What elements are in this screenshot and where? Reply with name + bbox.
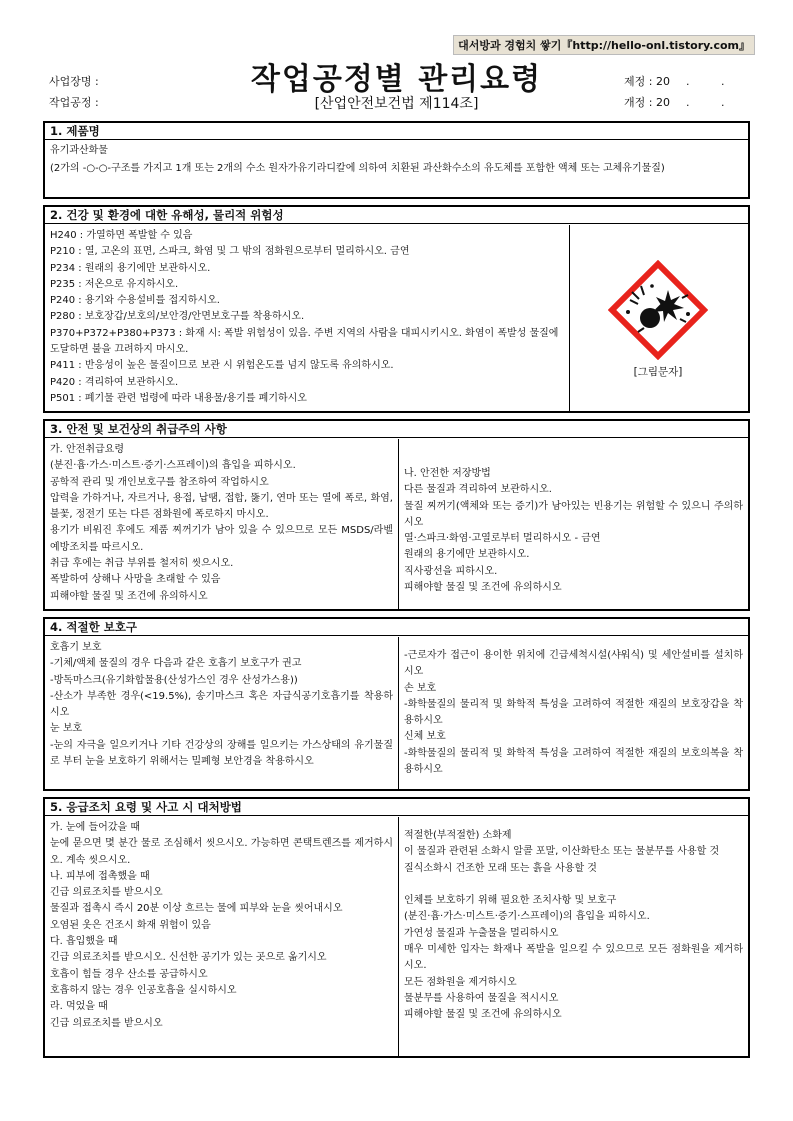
text-line: 호흡이 힘들 경우 산소를 공급하시오 <box>50 968 208 980</box>
text-line: -방독마스크(유기화합물용(산성가스인 경우 산성가스용)) <box>50 674 298 686</box>
text-line: 폭발하여 상해나 사망을 초래할 수 있음 <box>50 574 221 586</box>
text-line: (분진·흄·가스·미스트·증기·스프레이)의 흡입을 피하시오. <box>404 911 650 923</box>
text-line: P235 : 저온으로 유지하시오. <box>50 278 179 290</box>
text-line: 피해야할 물질 및 조건에 유의하시오 <box>404 1009 562 1021</box>
section-protective-equipment <box>43 617 750 791</box>
text-line: 나. 안전한 저장방법 <box>404 468 491 479</box>
text-line: -기체/액체 물질의 경우 다음과 같은 호흡기 보호구가 권고 <box>50 658 302 670</box>
text-line: 원래의 용기에만 보관하시오. <box>404 549 530 561</box>
text-line: 질식소화시 건조한 모래 또는 흙을 사용할 것 <box>404 862 597 874</box>
text-line: -산소가 부족한 경우(<19.5%), 송기마스크 혹은 자급식공기호흡기를 착용하시오 <box>50 690 393 719</box>
text-line: P370+P372+P380+P373 : 화재 시: 폭발 위험성이 있음. 주변 지역의 사람을 대피시키시오. 화염이 폭발성 물질에 도달하면 불을 끄려하지 마시오. <box>50 327 559 356</box>
text-line: P420 : 격리하여 보관하시오. <box>50 376 179 388</box>
text-line: P210 : 열, 고온의 표면, 스파크, 화염 및 그 밖의 점화원으로부터 멀리하시오. 금연 <box>50 246 410 258</box>
text-line: 인체를 보호하기 위해 필요한 조치사항 및 보호구 <box>404 895 617 907</box>
text-line: 긴급 의료조치를 받으시오. 신선한 공기가 있는 곳으로 옮기시오 <box>50 952 327 964</box>
source-banner: 대서방과 경험치 쌓기『http://hello-onl.tistory.com』 <box>453 35 755 55</box>
section-handling <box>43 419 750 611</box>
safe-storage <box>399 439 748 609</box>
respiratory-eye-protection <box>45 637 399 789</box>
section-title: 2. 건강 및 환경에 대한 유해성, 물리적 위험성 <box>45 207 748 224</box>
revised-date <box>624 92 738 113</box>
pictogram-cell <box>568 225 748 411</box>
exploding-bomb-icon <box>608 260 708 360</box>
document-subtitle: [산업안전보건법 제114조] <box>314 96 479 112</box>
fire-fighting-measures <box>399 817 748 1056</box>
text-line: 라. 먹었을 때 <box>50 1001 108 1013</box>
first-aid-measures <box>45 817 399 1056</box>
text-line: 압력을 가하거나, 자르거나, 용접, 납땜, 접합, 뚫기, 연마 또는 열에 폭로, 화염, 불꽃, 정전기 또는 다른 점화원에 폭로하지 마시오. <box>50 492 393 521</box>
section-hazards <box>43 205 750 413</box>
section-product-name <box>43 121 750 199</box>
text-line: 적절한(부적절한) 소화제 <box>404 830 512 841</box>
text-line: (분진·흄·가스·미스트·증기·스프레이)의 흡입을 피하시오. <box>50 460 296 472</box>
text-line: 유기과산화물 <box>50 145 108 156</box>
text-line: 가연성 물질과 누출물을 멀리하시오 <box>404 927 559 939</box>
text-line: -화학물질의 물리적 및 화학적 특성을 고려하여 적절한 재질의 보호의복을 착용하시오 <box>404 747 743 776</box>
section-first-aid <box>43 797 750 1058</box>
hand-body-protection <box>399 637 748 789</box>
process-label: 작업공정 : <box>49 96 99 109</box>
text-line: 신체 보호 <box>404 731 446 743</box>
text-line: 가. 눈에 들어갔을 때 <box>50 822 140 833</box>
text-line: 가. 안전취급요령 <box>50 444 124 455</box>
section-title: 1. 제품명 <box>45 123 748 140</box>
text-line: 물질과 접촉시 즉시 20분 이상 흐르는 물에 피부와 눈을 씻어내시오 <box>50 903 343 915</box>
text-line: 호흡하지 않는 경우 인공호흡을 실시하시오 <box>50 984 237 996</box>
text-line: 나. 피부에 접촉했을 때 <box>50 870 150 882</box>
text-line: P240 : 용기와 수용설비를 접지하시오. <box>50 295 220 307</box>
text-line: 매우 미세한 입자는 화재나 폭발을 일으킬 수 있으므로 모든 점화원을 제거하시오. <box>404 944 743 972</box>
text-line: P234 : 원래의 용기에만 보관하시오. <box>50 262 211 274</box>
text-line: 열·스파크·화염·고열로부터 멀리하시오 - 금연 <box>404 533 601 545</box>
text-line: -눈의 자극을 일으키거나 기타 건강상의 장해를 일으키는 가스상태의 유기물질로 부터 눈을 보호하기 위해서는 밀폐형 보안경을 착용하시오 <box>50 739 393 768</box>
text-line: 물분무를 사용하여 물질을 적시시오 <box>404 992 559 1004</box>
revised-label: 개정 : 20 <box>624 96 670 109</box>
text-line: 용기가 비워진 후에도 제품 찌꺼기가 남아 있을 수 있으므로 모든 MSDS/라벨 예방조치를 따르시오. <box>50 525 393 553</box>
text-line: 눈에 묻으면 몇 분간 물로 조심해서 씻으시오. 가능하면 콘택트렌즈를 제거하시오. 계속 씻으시오. <box>50 838 393 866</box>
workplace-label: 사업장명 : <box>49 75 99 88</box>
text-line: P280 : 보호장갑/보호의/보안경/안면보호구를 착용하시오. <box>50 311 305 323</box>
blank-line <box>404 877 743 893</box>
section-title: 4. 적절한 보호구 <box>45 619 748 636</box>
text-line: 다. 흡입했을 때 <box>50 936 118 948</box>
established-date <box>624 71 738 92</box>
text-line: 호흡기 보호 <box>50 642 102 653</box>
hazard-statements <box>45 225 570 411</box>
revised-dots: . . <box>685 96 739 109</box>
document-title: 작업공정별 관리요령 <box>250 62 543 97</box>
text-line: 손 보호 <box>404 682 437 694</box>
text-line: -화학물질의 물리적 및 화학적 특성을 고려하여 적절한 재질의 보호장갑을 착용하시오 <box>404 698 743 727</box>
text-line: 직사광선을 피하시오. <box>404 565 498 577</box>
text-line: (2가의 -○-○-구조를 가지고 1개 또는 2개의 수소 원자가유기라디칼에 의하여 치환된 과산화수소의 유도체를 포함한 액체 또는 고체유기물질) <box>50 163 665 175</box>
text-line: H240 : 가열하면 폭발할 수 있음 <box>50 230 193 241</box>
section-title: 3. 안전 및 보건상의 취급주의 사항 <box>45 421 748 438</box>
established-label: 제정 : 20 <box>624 75 670 88</box>
text-line: 취급 후에는 취급 부위를 철저히 씻으시오. <box>50 558 234 570</box>
established-dots: . . <box>685 75 739 88</box>
text-line: 피해야할 물질 및 조건에 유의하시오 <box>404 582 562 594</box>
text-line: 눈 보호 <box>50 723 83 735</box>
text-line: 오염된 옷은 건조시 화재 위험이 있음 <box>50 919 211 931</box>
header-right <box>624 71 738 113</box>
text-line: 긴급 의료조치를 받으시오 <box>50 1017 163 1029</box>
text-line: 모든 점화원을 제거하시오 <box>404 976 517 988</box>
section-title: 5. 응급조치 요령 및 사고 시 대처방법 <box>45 799 748 816</box>
section-body <box>45 140 748 178</box>
text-line: 긴급 의료조치를 받으시오 <box>50 887 163 899</box>
text-line: 공학적 관리 및 개인보호구를 참조하여 작업하시오 <box>50 476 269 488</box>
safe-handling <box>45 439 399 609</box>
text-line: 이 물질과 관련된 소화시 알콜 포말, 이산화탄소 또는 물분무를 사용할 것 <box>404 846 720 858</box>
text-line: 다른 물질과 격리하여 보관하시오. <box>404 484 552 496</box>
pictogram-caption: [그림문자] <box>633 366 683 378</box>
text-line: -근로자가 접근이 용이한 위치에 긴급세척시설(샤워식) 및 세안설비를 설치하시오 <box>404 650 743 678</box>
text-line: P501 : 폐기물 관련 법령에 따라 내용물/용기를 폐기하시오 <box>50 392 307 404</box>
text-line: 물질 찌꺼기(액체와 또는 증기)가 남아있는 빈용기는 위험할 수 있으니 주의하시오 <box>404 500 743 528</box>
text-line: 피해야할 물질 및 조건에 유의하시오 <box>50 590 208 602</box>
text-line: P411 : 반응성이 높은 물질이므로 보관 시 위험온도를 넘지 않도록 유의하시오. <box>50 360 394 372</box>
